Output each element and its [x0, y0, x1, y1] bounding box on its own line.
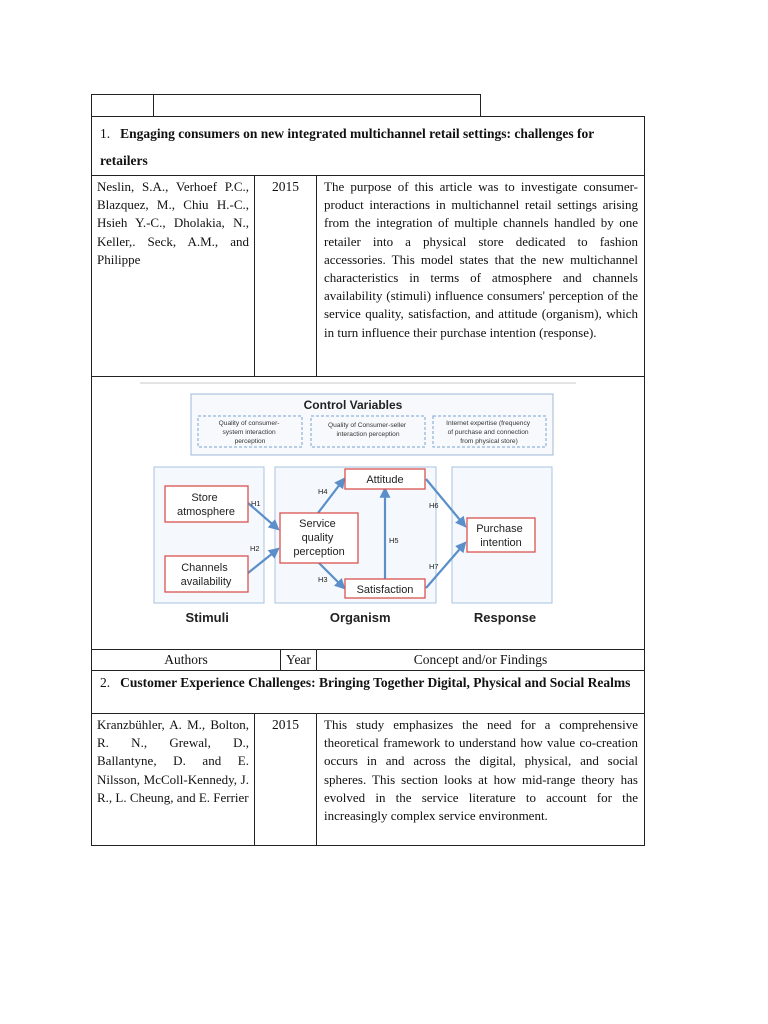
- service-quality-line-3: perception: [293, 546, 345, 558]
- control-item-3-line-2: of purchase and connection: [447, 429, 529, 436]
- section1-year-cell: [254, 175, 317, 377]
- purchase-intention-line-1: Purchase: [476, 523, 523, 535]
- channels-availability-line-2: availability: [180, 576, 232, 588]
- section2-findings-cell: [316, 713, 645, 846]
- figure-cell: [91, 376, 645, 650]
- label-h6: H6: [429, 501, 439, 510]
- header-concept-cell: [316, 649, 645, 671]
- control-item-1-line-2: system interaction: [222, 429, 276, 436]
- header-authors-cell: [91, 649, 281, 671]
- service-quality-line-2: quality: [301, 532, 334, 544]
- control-item-2-line-2: interaction perception: [336, 431, 400, 438]
- header-year-cell: [280, 649, 317, 671]
- section2-year: 2015: [272, 717, 299, 732]
- header-authors: Authors: [164, 652, 208, 667]
- section1-title-row: [91, 116, 645, 176]
- label-h4: H4: [318, 487, 328, 496]
- section2-year-cell: [254, 713, 317, 846]
- section2-title-text: Customer Experience Challenges: Bringing Together Digital, Physical and Social Realms: [120, 675, 631, 690]
- control-item-2-line-1: Quality of Consumer-seller: [328, 422, 407, 429]
- satisfaction-label: Satisfaction: [356, 584, 414, 596]
- purchase-intention-line-2: intention: [480, 537, 522, 549]
- section2-authors: Kranzbühler, A. M., Bolton, R. N., Grewal, D., Ballantyne, D. and E. Nilsson, McColl-Kennedy, J. R., L. Cheung, and E. Ferrier: [97, 717, 249, 805]
- svg-text:Stimuli Organism R: [186, 610, 537, 625]
- section1-authors-cell: [91, 175, 255, 377]
- section1-findings: The purpose of this article was to investigate consumer-product interactions in multichannel retail settings arising from the integration of multiple channels handled by one retailer into a physical store dedicated to fashion accessories. This model states that the new multichannel characteristics in terms of atmosphere and channels availability (stimuli) influence consumers' perception of the service quality, satisfaction, and attitude (organism), which in turn influence their purchase intention (response).: [324, 179, 638, 340]
- control-item-1-line-1: Quality of consumer-: [218, 420, 280, 427]
- top-row-cell-2: [153, 94, 481, 117]
- section2-authors-cell: [91, 713, 255, 846]
- section1-title-text: Engaging consumers on new integrated multichannel retail settings: challenges for retailers: [100, 126, 594, 168]
- section1-year: 2015: [272, 179, 299, 194]
- section1-authors: Neslin, S.A., Verhoef P.C., Blazquez, M., Chiu H.-C., Hsieh Y.-C., Dholakia, N., Keller,. Seck, A.M., and Philippe: [97, 179, 249, 267]
- control-item-1-line-3: perception: [234, 438, 266, 445]
- control-item-3-line-1: Internet expertise (frequency: [446, 420, 531, 427]
- top-row-cell-1: [91, 94, 154, 117]
- control-item-3-line-3: from physical store): [460, 438, 518, 445]
- section2-title: [100, 674, 656, 692]
- service-quality-line-1: Service: [299, 518, 336, 530]
- section2-findings: This study emphasizes the need for a comprehensive theoretical framework to understand how value co-creation occurs in and across the digital, physical, and social spheres. This section looks at how mid-range theory has evolved in the service literature to account for the increasingly complex service environment.: [324, 717, 638, 824]
- stimuli-label: Stimuli: [185, 610, 229, 625]
- organism-label: Organism: [329, 610, 391, 625]
- label-h3: H3: [318, 575, 328, 584]
- header-concept: Concept and/or Findings: [413, 652, 548, 667]
- conceptual-model-figure: [92, 377, 644, 649]
- section2-number: 2.: [100, 675, 111, 690]
- label-h1: H1: [251, 499, 261, 508]
- section1-findings-cell: [316, 175, 645, 377]
- store-atmosphere-line-1: Store: [191, 492, 218, 504]
- store-atmosphere-line-2: atmosphere: [176, 506, 236, 518]
- label-h7: H7: [429, 562, 439, 571]
- label-h5: H5: [389, 536, 399, 545]
- label-h2: H2: [250, 544, 260, 553]
- attitude-label: Attitude: [366, 474, 404, 486]
- section2-title-row: [91, 670, 645, 714]
- response-label: Response: [473, 610, 537, 625]
- section1-number: 1.: [100, 126, 111, 141]
- control-variables-title: Control Variables: [303, 398, 403, 412]
- channels-availability-line-1: Channels: [181, 562, 228, 574]
- section1-title: [100, 120, 634, 174]
- header-year: Year: [286, 652, 311, 667]
